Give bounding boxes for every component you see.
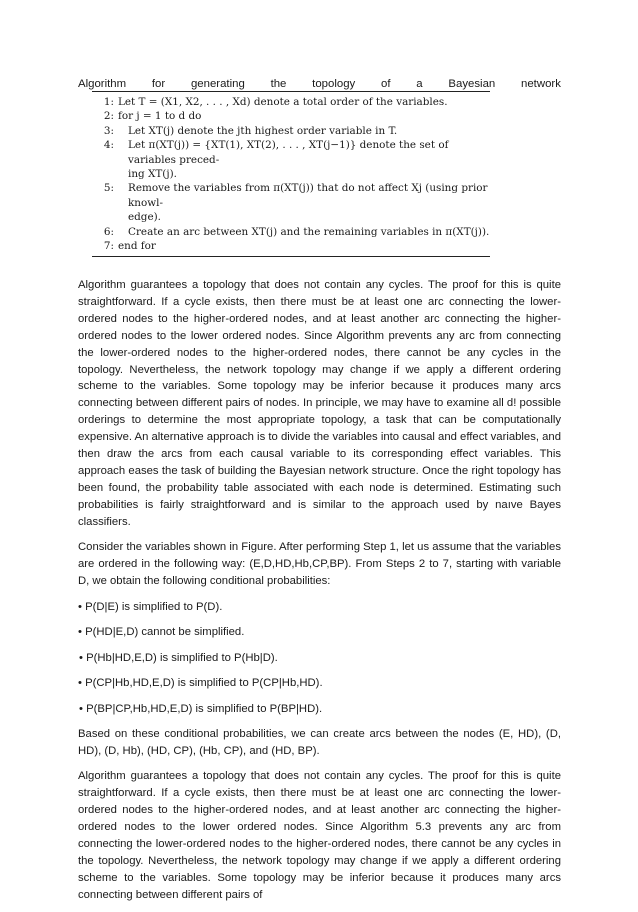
line-text: Create an arc between XT(j) and the remaining variables in π(XT(j)).: [128, 225, 490, 238]
line-number: 7:: [103, 240, 114, 253]
line-text-continuation: ing XT(j).: [128, 168, 177, 181]
algorithm-title-word: Algorithm: [78, 78, 127, 90]
line-text-continuation: edge).: [128, 211, 161, 224]
line-number: 2:: [103, 110, 114, 123]
algorithm-line: [92, 181, 490, 210]
body-content: [78, 277, 561, 912]
line-number: 3:: [103, 124, 114, 137]
paragraph: Consider the variables shown in Figure. After performing Step 1, let us assume that the variables are ordered in the following way: (E,D,HD,Hb,CP,BP). From Steps 2 to 7, starting with variable D, we obtain the following conditional probabilities:: [78, 541, 561, 587]
bullet-item: • P(D|E) is simplified to P(D).: [78, 600, 223, 613]
algorithm-title-word: for: [151, 78, 166, 90]
line-number: 5:: [103, 182, 114, 195]
line-text: for j = 1 to d do: [118, 110, 202, 123]
algorithm-title-word: the: [270, 78, 287, 90]
algorithm-line: [92, 95, 490, 109]
algorithm-line: [92, 138, 490, 167]
line-text: Remove the variables from π(XT(j)) that do not affect Xj (using prior knowl-: [128, 182, 488, 209]
paragraph: Based on these conditional probabilities, we can create arcs between the nodes (E, HD), (D, HD), (D, Hb), (HD, CP), (Hb, CP), and (HD, BP).: [78, 728, 561, 757]
bullet-item: • P(CP|Hb,HD,E,D) is simplified to P(CP|Hb,HD).: [78, 677, 323, 689]
line-text: end for: [118, 240, 156, 253]
line-text: Let XT(j) denote the jth highest order variable in T.: [128, 124, 398, 137]
algorithm-line: [92, 109, 490, 123]
algorithm-line-continuation: [92, 167, 490, 181]
paragraph: Algorithm guarantees a topology that does not contain any cycles. The proof for this is quite straightforward. If a cycle exists, then there must be at least one arc connecting the lower-ordered nodes to the higher-ordered nodes, and at least another arc connecting the higher-ordered nodes to the lower ordered nodes. Since Algorithm prevents any arc from connecting the lower-ordered nodes to the higher-ordered nodes, there cannot be any cycles in the topology. Nevertheless, the network topology may change if we apply a different ordering scheme to the variables. Some topology may be inferior because it produces many arcs connecting between different pairs of nodes. In principle, we may have to examine all d! possible orderings to determine the most appropriate topology, a task that can be computationally expensive. An alternative approach is to divide the variables into causal and effect variables, and then draw the arcs from each causal variable to its corresponding effect variables. This approach eases the task of building the Bayesian network structure. Once the right topology has been found, the probability table associated with each node is determined. Estimating such probabilities is fairly straightforward and is similar to the approach used by naıve Bayes classifiers.: [78, 279, 561, 528]
algorithm-line: [92, 239, 490, 253]
line-number: 1:: [103, 96, 114, 108]
algorithm-title-word: topology: [312, 78, 356, 90]
paragraph: Algorithm guarantees a topology that does not contain any cycles. The proof for this is quite straightforward. If a cycle exists, then there must be at least one arc connecting the lower-ordered nodes to the higher-ordered nodes, and at least another arc connecting the higher-ordered nodes to the lower ordered nodes. Since Algorithm 5.3 prevents any arc from connecting the lower-ordered nodes to the higher-ordered nodes, there cannot be any cycles in the topology. Nevertheless, the network topology may change if we apply a different ordering scheme to the variables. Some topology may be inferior because it produces many arcs connecting between different pairs of: [78, 770, 561, 901]
algorithm-line: [92, 124, 490, 138]
algorithm-title-word: Bayesian: [448, 78, 496, 90]
algorithm-title: [78, 77, 561, 92]
algorithm-line-continuation: [92, 210, 490, 224]
algorithm-title-word: network: [521, 78, 561, 90]
line-number: 6:: [103, 225, 114, 238]
bullet-item: • P(HD|E,D) cannot be simplified.: [78, 626, 245, 638]
bullet-item: • P(Hb|HD,E,D) is simplified to P(Hb|D).: [79, 651, 278, 664]
line-text: Let π(XT(j)) = {XT(1), XT(2), . . . , XT(j−1)} denote the set of variables preced-: [128, 139, 449, 166]
algorithm-box: [92, 91, 490, 257]
algorithm-title-word: a: [416, 78, 423, 90]
line-number: 4:: [103, 139, 114, 152]
bullet-item: • P(BP|CP,Hb,HD,E,D) is simplified to P(BP|HD).: [79, 702, 323, 715]
algorithm-title-word: of: [381, 78, 391, 90]
line-text: Let T = (X1, X2, . . . , Xd) denote a total order of the variables.: [118, 96, 448, 108]
algorithm-title-word: generating: [190, 78, 245, 90]
algorithm-line: [92, 225, 490, 239]
